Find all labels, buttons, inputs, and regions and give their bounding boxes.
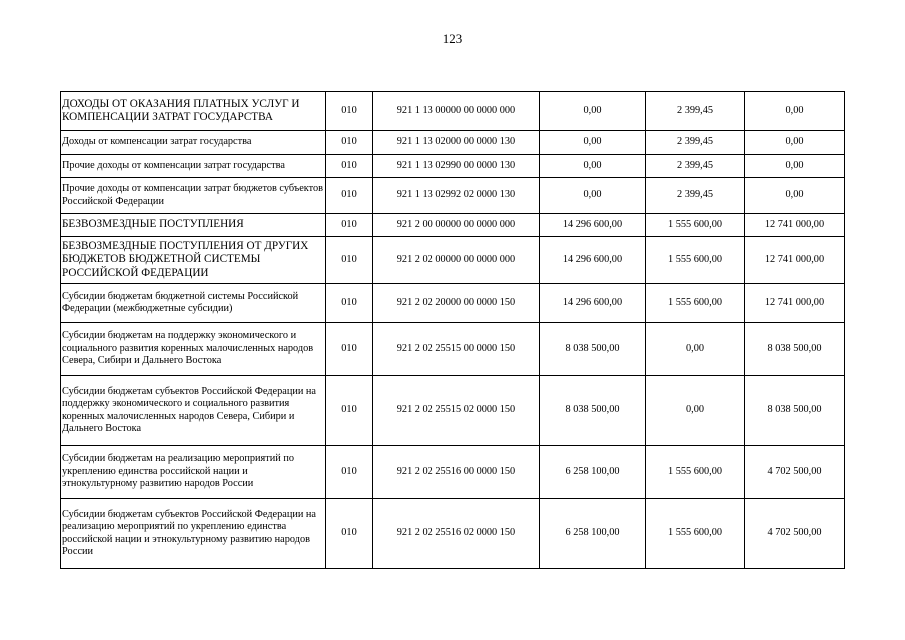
page-number: 123 xyxy=(442,31,463,46)
row-kbk-cell: 921 2 02 25515 00 0000 150 xyxy=(373,323,540,376)
row-executed-cell: 1 555 600,00 xyxy=(646,214,745,237)
row-plan-cell: 14 296 600,00 xyxy=(540,237,646,284)
row-plan-cell: 8 038 500,00 xyxy=(540,323,646,376)
row-executed-cell: 1 555 600,00 xyxy=(646,284,745,323)
row-kbk-cell: 921 1 13 02000 00 0000 130 xyxy=(373,131,540,155)
row-name-cell: Прочие доходы от компенсации затрат бюджетов субъектов Российской Федерации xyxy=(61,178,326,214)
table-body xyxy=(61,92,845,569)
row-kbk-cell: 921 1 13 02990 00 0000 130 xyxy=(373,155,540,178)
table-row xyxy=(61,155,845,178)
table-row xyxy=(61,284,845,323)
row-name-cell: БЕЗВОЗМЕЗДНЫЕ ПОСТУПЛЕНИЯ xyxy=(61,214,326,237)
row-remaining-cell: 0,00 xyxy=(745,131,845,155)
row-code-cell: 010 xyxy=(326,178,373,214)
row-name-cell: Субсидии бюджетам на реализацию мероприятий по укреплению единства российской нации и этнокультурному развитию народов России xyxy=(61,446,326,499)
row-remaining-cell: 4 702 500,00 xyxy=(745,446,845,499)
row-executed-cell: 0,00 xyxy=(646,376,745,446)
row-executed-cell: 1 555 600,00 xyxy=(646,237,745,284)
row-plan-cell: 0,00 xyxy=(540,178,646,214)
row-code-cell: 010 xyxy=(326,284,373,323)
row-plan-cell: 14 296 600,00 xyxy=(540,214,646,237)
table-row xyxy=(61,323,845,376)
row-kbk-cell: 921 1 13 00000 00 0000 000 xyxy=(373,92,540,131)
row-name-cell: Доходы от компенсации затрат государства xyxy=(61,131,326,155)
table-row xyxy=(61,446,845,499)
row-code-cell: 010 xyxy=(326,446,373,499)
row-remaining-cell: 8 038 500,00 xyxy=(745,323,845,376)
row-kbk-cell: 921 2 02 00000 00 0000 000 xyxy=(373,237,540,284)
row-code-cell: 010 xyxy=(326,323,373,376)
row-remaining-cell: 12 741 000,00 xyxy=(745,214,845,237)
row-executed-cell: 2 399,45 xyxy=(646,155,745,178)
row-name-cell: Субсидии бюджетам бюджетной системы Российской Федерации (межбюджетные субсидии) xyxy=(61,284,326,323)
row-code-cell: 010 xyxy=(326,376,373,446)
row-remaining-cell: 12 741 000,00 xyxy=(745,284,845,323)
row-name-cell: ДОХОДЫ ОТ ОКАЗАНИЯ ПЛАТНЫХ УСЛУГ И КОМПЕНСАЦИИ ЗАТРАТ ГОСУДАРСТВА xyxy=(61,92,326,131)
row-executed-cell: 2 399,45 xyxy=(646,92,745,131)
row-executed-cell: 1 555 600,00 xyxy=(646,499,745,569)
row-code-cell: 010 xyxy=(326,92,373,131)
row-remaining-cell: 12 741 000,00 xyxy=(745,237,845,284)
row-name-cell: Субсидии бюджетам субъектов Российской Федерации на поддержку экономического и социального развития коренных малочисленных народов Севера, Сибири и Дальнего Востока xyxy=(61,376,326,446)
row-kbk-cell: 921 2 02 25515 02 0000 150 xyxy=(373,376,540,446)
row-remaining-cell: 8 038 500,00 xyxy=(745,376,845,446)
row-plan-cell: 0,00 xyxy=(540,92,646,131)
row-plan-cell: 0,00 xyxy=(540,155,646,178)
row-kbk-cell: 921 2 02 20000 00 0000 150 xyxy=(373,284,540,323)
row-remaining-cell: 0,00 xyxy=(745,178,845,214)
row-kbk-cell: 921 2 02 25516 02 0000 150 xyxy=(373,499,540,569)
table-row xyxy=(61,376,845,446)
table-row xyxy=(61,214,845,237)
row-plan-cell: 6 258 100,00 xyxy=(540,446,646,499)
row-executed-cell: 1 555 600,00 xyxy=(646,446,745,499)
row-code-cell: 010 xyxy=(326,155,373,178)
row-name-cell: Прочие доходы от компенсации затрат государства xyxy=(61,155,326,178)
row-kbk-cell: 921 1 13 02992 02 0000 130 xyxy=(373,178,540,214)
row-name-cell: Субсидии бюджетам на поддержку экономического и социального развития коренных малочисленных народов Севера, Сибири и Дальнего Востока xyxy=(61,323,326,376)
table-row xyxy=(61,237,845,284)
row-executed-cell: 2 399,45 xyxy=(646,178,745,214)
table-row xyxy=(61,92,845,131)
row-name-cell: БЕЗВОЗМЕЗДНЫЕ ПОСТУПЛЕНИЯ ОТ ДРУГИХ БЮДЖЕТОВ БЮДЖЕТНОЙ СИСТЕМЫ РОССИЙСКОЙ ФЕДЕРАЦИИ xyxy=(61,237,326,284)
row-kbk-cell: 921 2 00 00000 00 0000 000 xyxy=(373,214,540,237)
income-report-table xyxy=(60,91,845,569)
row-plan-cell: 6 258 100,00 xyxy=(540,499,646,569)
table-row xyxy=(61,178,845,214)
row-code-cell: 010 xyxy=(326,499,373,569)
table-row xyxy=(61,131,845,155)
row-code-cell: 010 xyxy=(326,131,373,155)
row-code-cell: 010 xyxy=(326,237,373,284)
row-code-cell: 010 xyxy=(326,214,373,237)
row-executed-cell: 2 399,45 xyxy=(646,131,745,155)
row-remaining-cell: 0,00 xyxy=(745,92,845,131)
row-remaining-cell: 4 702 500,00 xyxy=(745,499,845,569)
row-plan-cell: 14 296 600,00 xyxy=(540,284,646,323)
row-remaining-cell: 0,00 xyxy=(745,155,845,178)
row-name-cell: Субсидии бюджетам субъектов Российской Федерации на реализацию мероприятий по укреплению единства российской нации и этнокультурному развитию народов России xyxy=(61,499,326,569)
row-plan-cell: 8 038 500,00 xyxy=(540,376,646,446)
row-plan-cell: 0,00 xyxy=(540,131,646,155)
row-kbk-cell: 921 2 02 25516 00 0000 150 xyxy=(373,446,540,499)
row-executed-cell: 0,00 xyxy=(646,323,745,376)
table-row xyxy=(61,499,845,569)
